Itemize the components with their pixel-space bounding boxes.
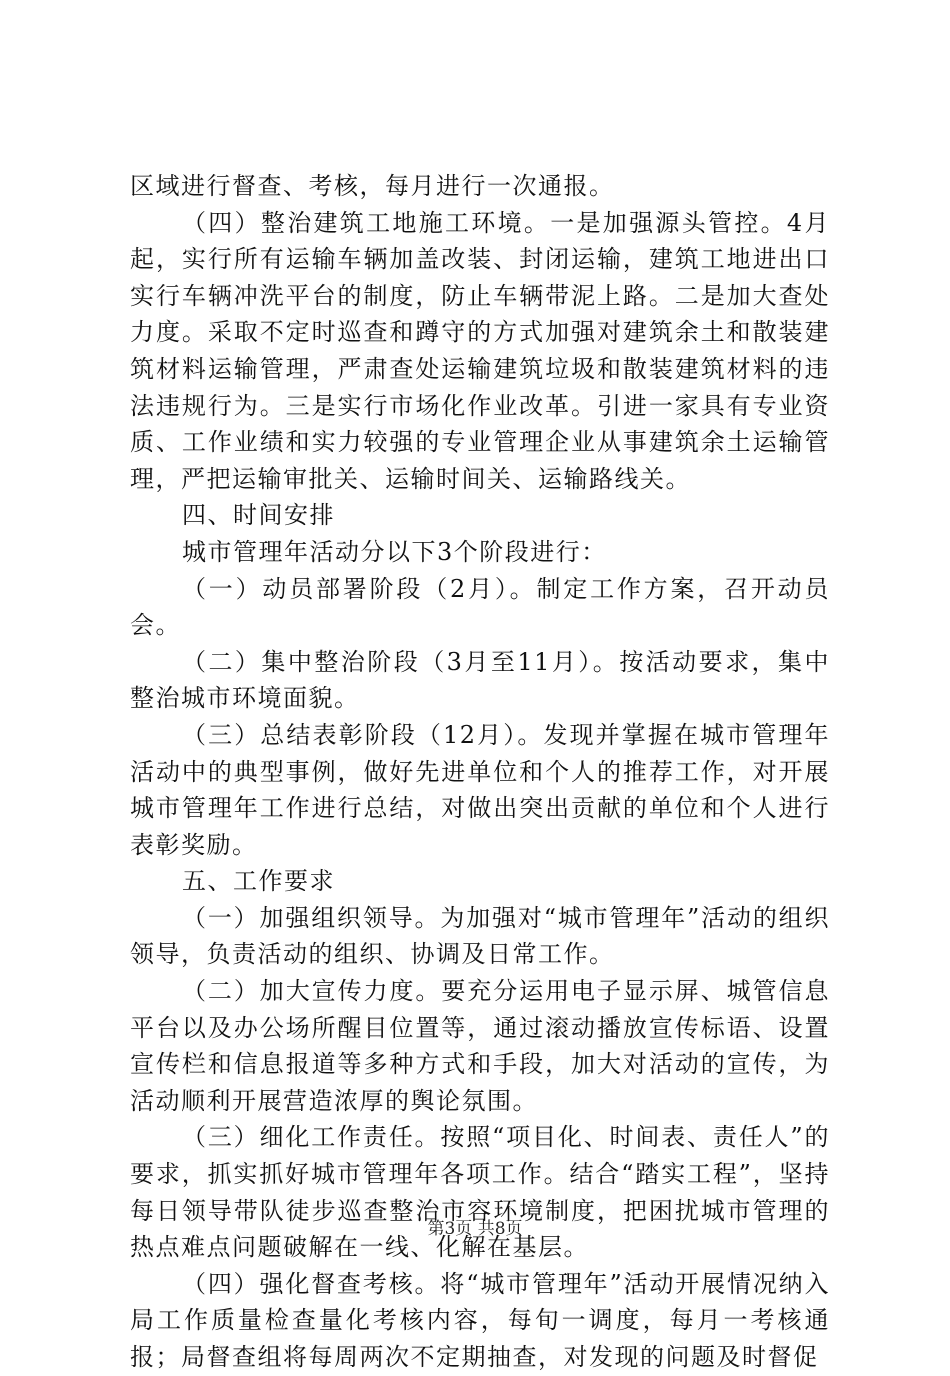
- paragraph-continued: 区域进行督查、考核，每月进行一次通报。: [130, 172, 615, 200]
- document-body: [130, 168, 830, 1376]
- paragraph-stage-3: （三）总结表彰阶段（12月）。发现并掌握在城市管理年活动中的典型事例，做好先进单位和个人的推荐工作，对开展城市管理年工作进行总结，对做出突出贡献的单位和个人进行表彰奖励。: [130, 720, 830, 859]
- paragraph-requirement-4: （四）强化督查考核。将“城市管理年”活动开展情况纳入局工作质量检查量化考核内容，每旬一调度，每月一考核通报；局督查组将每周两次不定期抽查，对发现的问题及时督促: [130, 1269, 830, 1371]
- paragraph-requirement-1: （一）加强组织领导。为加强对“城市管理年”活动的组织领导，负责活动的组织、协调及日常工作。: [130, 903, 830, 969]
- paragraph-requirement-2: （二）加大宣传力度。要充分运用电子显示屏、城管信息平台以及办公场所醒目位置等，通过滚动播放宣传标语、设置宣传栏和信息报道等多种方式和手段，加大对活动的宣传，为活动顺利开展营造浓厚的舆论氛围。: [130, 977, 830, 1115]
- paragraph-stages-intro: 城市管理年活动分以下3个阶段进行：: [182, 537, 607, 566]
- paragraph-stage-1: （一）动员部署阶段（2月）。制定工作方案，召开动员会。: [130, 574, 830, 640]
- paragraph-requirement-3: （三）细化工作责任。按照“项目化、时间表、责任人”的要求，抓实抓好城市管理年各项工作。结合“踏实工程”，坚持每日领导带队徒步巡查整治市容环境制度，把困扰城市管理的热点难点问题破解在一线、化解在基层。: [130, 1123, 830, 1262]
- paragraph-stage-2: （二）集中整治阶段（3月至11月）。按活动要求，集中整治城市环境面貌。: [130, 647, 830, 713]
- section-heading-schedule: 四、时间安排: [182, 501, 335, 530]
- page-number-footer: 第3页 共8页: [427, 1219, 523, 1239]
- section-heading-requirements: 五、工作要求: [182, 867, 335, 896]
- paragraph-construction-site: （四）整治建筑工地施工环境。一是加强源头管控。4月起，实行所有运输车辆加盖改装、封闭运输，建筑工地进出口实行车辆冲洗平台的制度，防止车辆带泥上路。二是加大查处力度。采取不定时巡查和蹲守的方式加强对建筑余土和散装建筑材料运输管理，严肃查处运输建筑垃圾和散装建筑材料的违法违规行为。三是实行市场化作业改革。引进一家具有专业资质、工作业绩和实力较强的专业管理企业从事建筑余土运输管理，严把运输审批关、运输时间关、运输路线关。: [130, 208, 830, 493]
